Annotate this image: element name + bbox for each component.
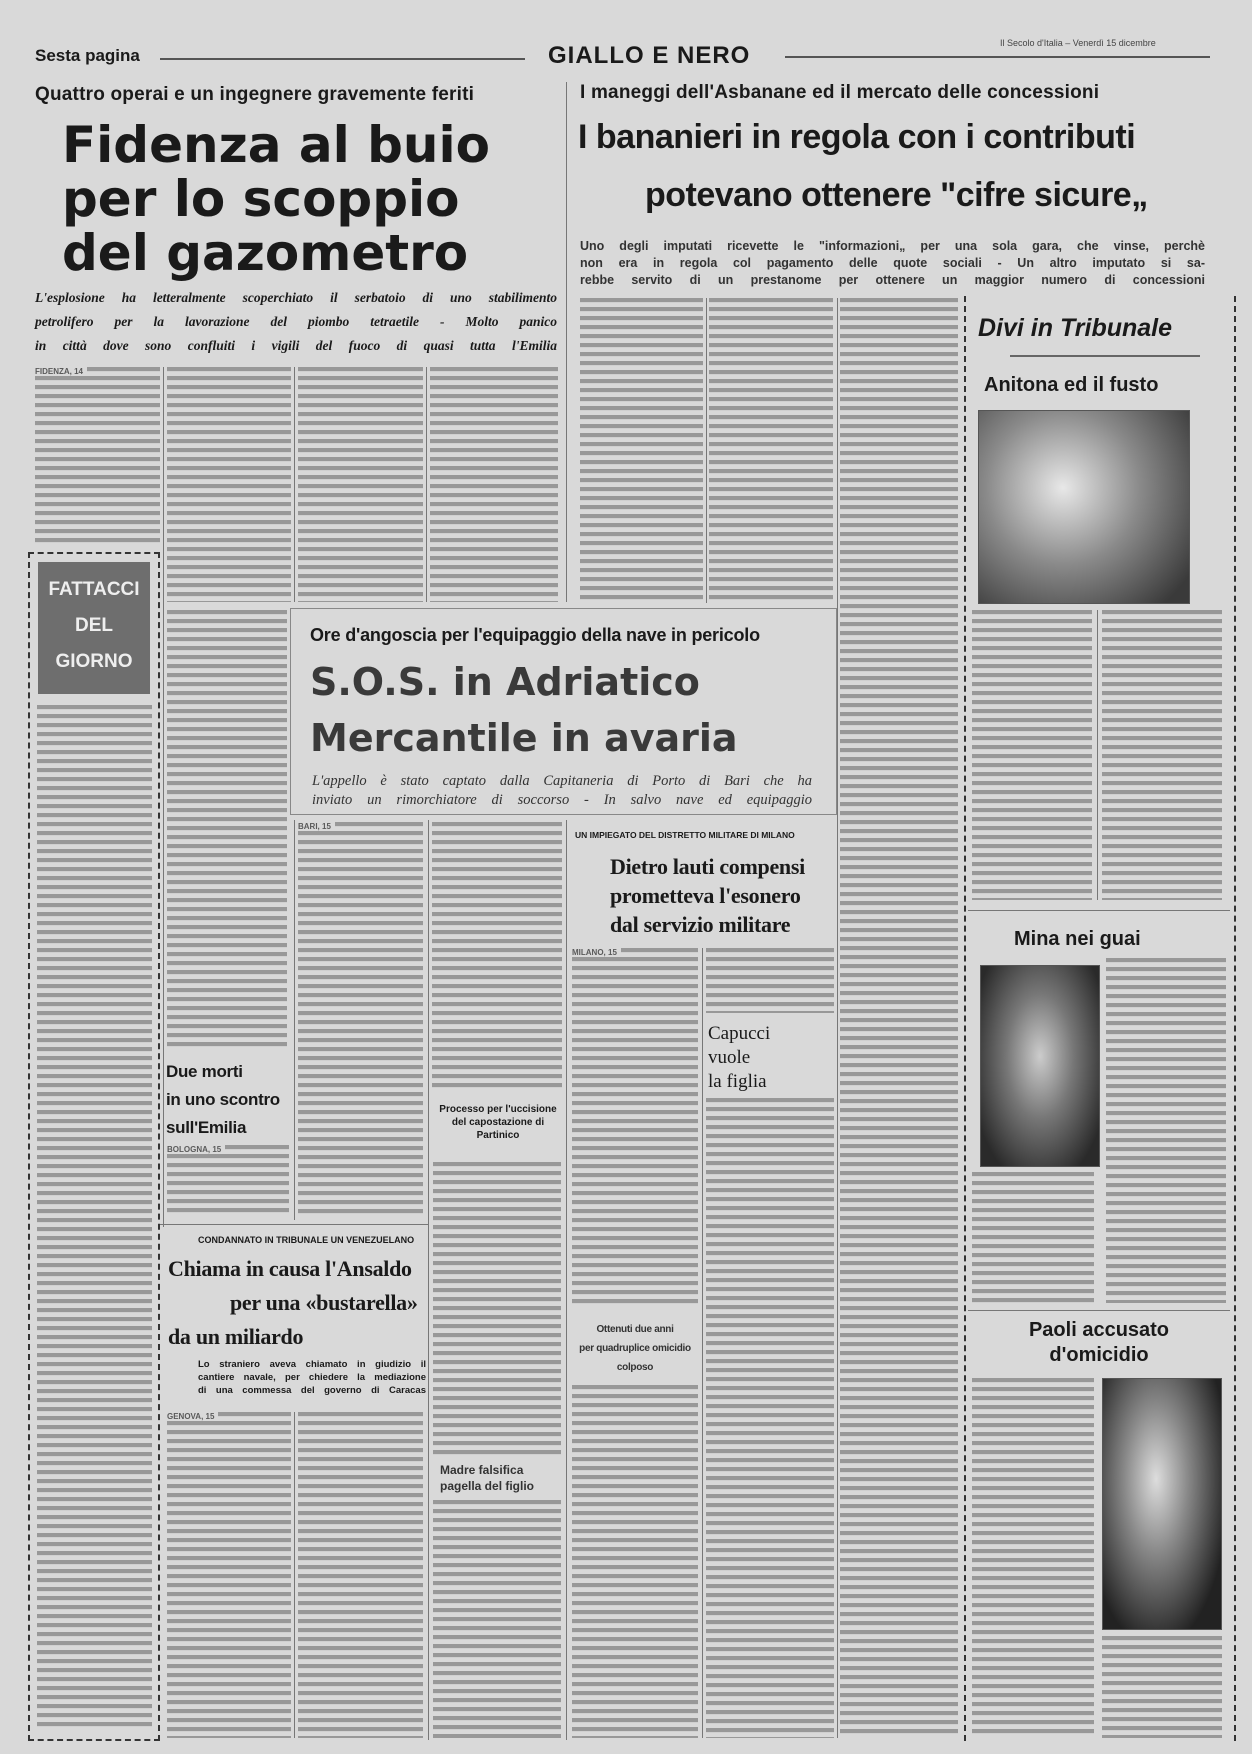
partinico-text [433, 1162, 561, 1455]
summary-line: cantiere navale, per chiedere la mediazione [198, 1372, 426, 1383]
divider [566, 82, 567, 602]
capucci-headline [708, 1022, 770, 1094]
divider [163, 367, 164, 1227]
divider [294, 1412, 295, 1738]
rule [968, 910, 1230, 911]
madre-headline [440, 1462, 534, 1494]
militare-text [572, 948, 698, 1308]
article-text [840, 298, 958, 1738]
sos-kicker: Ore d'angoscia per l'equipaggio della nave in pericolo [310, 625, 760, 645]
bananieri-headline-1: I bananieri in regola con i contributi [578, 118, 1136, 156]
mina-text [1106, 958, 1226, 1303]
ansaldo-headline-3: da un miliardo [168, 1324, 304, 1349]
capucci-text [706, 1098, 834, 1738]
summary-line: non era in regola col pagamento delle quote sociali - Un altro imputato si sa- [580, 256, 1205, 270]
headline-line: per lo scoppio [62, 170, 460, 228]
rule [160, 1224, 428, 1225]
fidenza-kicker: Quattro operai e un ingegnere gravemente feriti [35, 84, 475, 105]
headline-line: Mercantile in avaria [310, 716, 738, 760]
mina-text [972, 1172, 1094, 1303]
ansaldo-text [167, 1412, 291, 1738]
anitona-photo [978, 410, 1190, 604]
dateline: BOLOGNA, 15 [167, 1145, 225, 1154]
bananieri-summary [580, 238, 1205, 289]
ansaldo-headline-1: Chiama in causa l'Ansaldo [168, 1256, 412, 1281]
article-text [709, 298, 833, 603]
divider [294, 367, 295, 602]
divider [837, 298, 838, 1738]
page-title: GIALLO E NERO [548, 42, 751, 69]
dateline: GENOVA, 15 [167, 1412, 218, 1421]
headline-line: prometteva l'esonero [610, 883, 801, 908]
mina-photo [980, 965, 1100, 1167]
headline-line: sull'Emilia [166, 1118, 247, 1137]
rule [160, 58, 525, 60]
omicidio-colposo-headline [568, 1320, 702, 1377]
sos-headline [310, 654, 738, 766]
headline-line: in uno scontro [166, 1090, 280, 1109]
article-text [35, 367, 160, 547]
headline-line: Dietro lauti compensi [610, 854, 805, 879]
summary-line: rebbe servito di un prestanome per ottenere un maggior numero di concessioni [580, 273, 1205, 287]
bananieri-kicker: I maneggi dell'Asbanane ed il mercato delle concessioni [580, 82, 1100, 103]
divider [566, 820, 567, 1740]
fattacci-title: GIORNO [55, 651, 133, 672]
headline-line: S.O.S. in Adriatico [310, 660, 700, 704]
divider [702, 948, 703, 1738]
divi-title: Divi in Tribunale [978, 314, 1173, 342]
rule [1010, 355, 1200, 357]
headline-line: Fidenza al buio [62, 116, 491, 174]
divider [426, 367, 427, 602]
anitona-text [972, 610, 1092, 900]
sos-text [432, 822, 562, 1092]
omicidio-text [572, 1385, 698, 1738]
militare-text [706, 948, 834, 1013]
headline-line: del gazometro [62, 224, 469, 282]
bananieri-headline-2: potevano ottenere "cifre sicure„ [645, 176, 1148, 214]
summary-line: di una commessa del governo di Caracas [198, 1385, 426, 1396]
due-morti-text [167, 1145, 289, 1217]
summary-line: Uno degli imputati ricevette le "informazioni„ per una sola gara, che vinse, perchè [580, 239, 1205, 253]
headline-line: Ottenuti due anni [596, 1324, 674, 1335]
headline-line: Madre falsifica [440, 1463, 524, 1477]
mina-headline: Mina nei guai [1014, 928, 1141, 950]
ansaldo-summary [198, 1358, 426, 1397]
headline-line: la figlia [708, 1071, 767, 1092]
militare-headline [610, 852, 805, 939]
divider [1097, 610, 1098, 900]
fattacci-text [37, 705, 152, 1730]
paoli-text [972, 1378, 1094, 1738]
paoli-text [1102, 1636, 1222, 1738]
paoli-headline [968, 1318, 1230, 1368]
summary-line: L'esplosione ha letteralmente scoperchiato il serbatoio di uno stabilimento [35, 290, 557, 305]
summary-line: Lo straniero aveva chiamato in giudizio il [198, 1359, 426, 1370]
summary-line: in città dove sono confluiti i vigili del fuoco di quasi tutta l'Emilia [35, 338, 557, 353]
militare-kicker: UN IMPIEGATO DEL DISTRETTO MILITARE DI MILANO [575, 830, 795, 840]
sos-text [298, 822, 423, 1217]
dateline: FIDENZA, 14 [35, 367, 87, 376]
fidenza-headline [62, 118, 490, 280]
dateline: BARI, 15 [298, 822, 335, 831]
summary-line: inviato un rimorchiatore di soccorso - In salvo nave ed equipaggio [312, 792, 812, 808]
fattacci-title: DEL [75, 615, 113, 636]
headline-line: per quadruplice omicidio [579, 1343, 691, 1354]
rule [785, 56, 1210, 58]
rule [968, 1310, 1230, 1311]
summary-line: petrolifero per la lavorazione del piombo tetraetile - Molto panico [35, 314, 557, 329]
madre-text [433, 1500, 561, 1738]
article-text [167, 367, 291, 602]
anitona-headline: Anitona ed il fusto [984, 374, 1159, 396]
article-text [167, 610, 287, 1050]
headline-line: dal servizio militare [610, 912, 791, 937]
fidenza-summary [35, 286, 557, 358]
fattacci-box [38, 562, 150, 694]
headline-line: vuole [708, 1047, 751, 1068]
paoli-photo [1102, 1378, 1222, 1630]
divider [428, 820, 429, 1740]
article-text [298, 367, 423, 602]
article-text [430, 367, 558, 602]
page-dateline: Il Secolo d'Italia – Venerdì 15 dicembre [1000, 38, 1156, 48]
divider [294, 820, 295, 1220]
headline-line: pagella del figlio [440, 1479, 535, 1493]
section-label: Sesta pagina [35, 46, 140, 65]
divider [706, 298, 707, 603]
due-morti-headline [166, 1058, 280, 1142]
headline-line: d'omicidio [1049, 1344, 1149, 1366]
headline-line: Due morti [166, 1062, 243, 1081]
dateline: MILANO, 15 [572, 948, 621, 957]
partinico-headline [432, 1103, 564, 1142]
fattacci-title: FATTACCI [48, 579, 140, 600]
article-text [580, 298, 703, 603]
anitona-text [1102, 610, 1222, 900]
sos-summary [312, 772, 812, 810]
headline-line: Capucci [708, 1023, 771, 1044]
headline-line: Paoli accusato [1028, 1319, 1170, 1341]
ansaldo-kicker: CONDANNATO IN TRIBUNALE UN VENEZUELANO [198, 1235, 415, 1245]
headline-line: Processo per l'uccisione [439, 1104, 557, 1115]
ansaldo-text [298, 1412, 423, 1738]
ansaldo-headline-2: per una «bustarella» [230, 1290, 418, 1315]
headline-line: colposo [616, 1362, 654, 1373]
summary-line: L'appello è stato captato dalla Capitaneria di Porto di Bari che ha [312, 773, 812, 789]
headline-line: del capostazione di Partinico [451, 1117, 545, 1141]
